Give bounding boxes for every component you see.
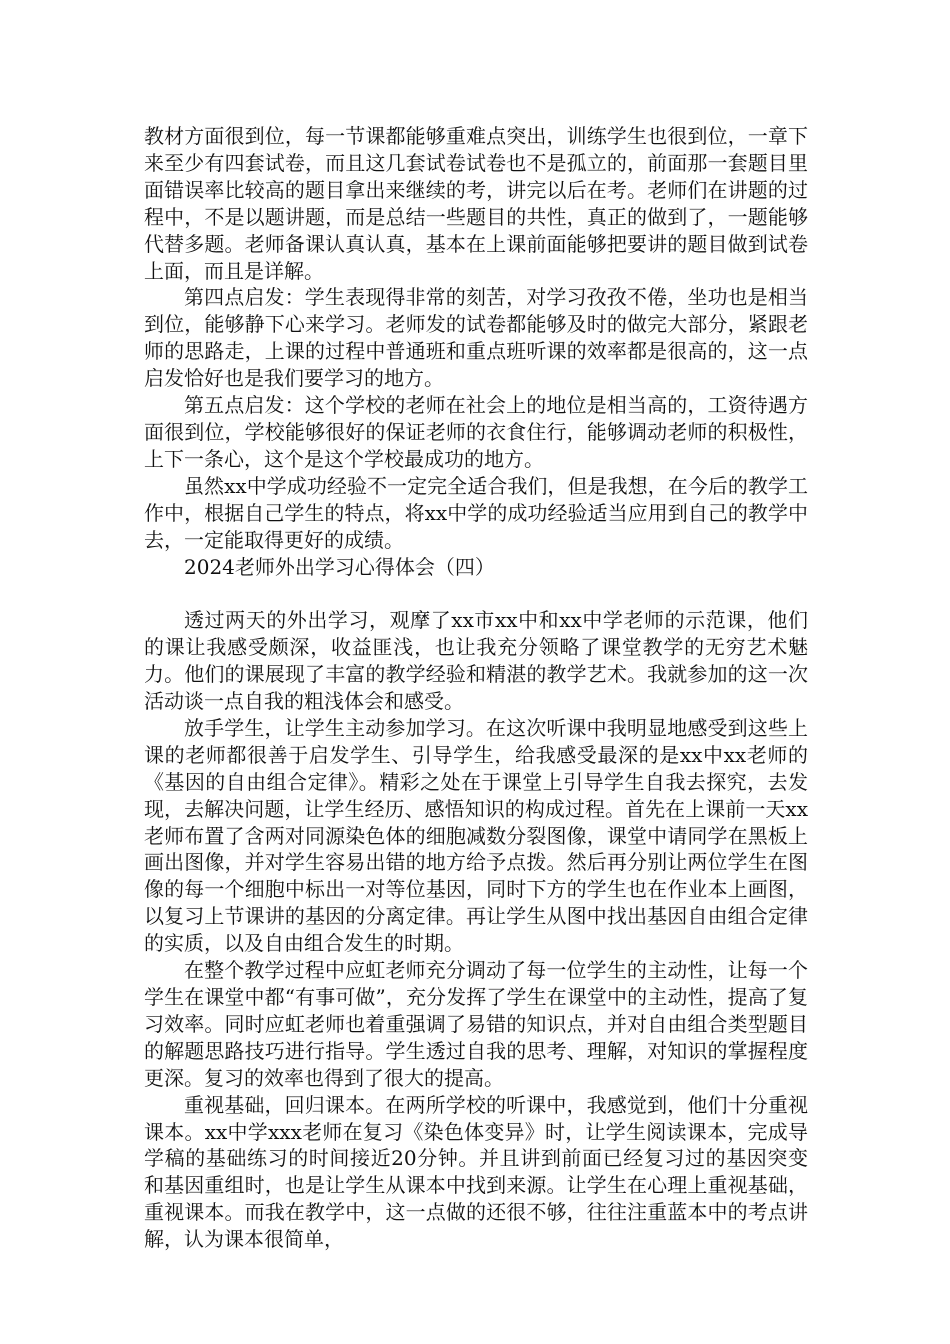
document-page xyxy=(144,123,808,1253)
paragraph-3: 第五点启发：这个学校的老师在社会上的地位是相当高的，工资待遇方面很到位，学校能够很好的保证老师的衣食住行，能够调动老师的积极性，上下一条心，这个是这个学校最成功的地方。 xyxy=(144,393,808,471)
paragraph-1: 教材方面很到位，每一节课都能够重难点突出，训练学生也很到位，一章下来至少有四套试卷，而且这几套试卷试卷也不是孤立的，前面那一套题目里面错误率比较高的题目拿出来继续的考，讲完以后在考。老师们在讲题的过程中，不是以题讲题，而是总结一些题目的共性，真正的做到了，一题能够代替多题。老师备课认真认真，基本在上课前面能够把要讲的题目做到试卷上面，而且是详解。 xyxy=(144,124,808,283)
paragraph-5: 透过两天的外出学习，观摩了xx市xx中和xx中学老师的示范课，他们的课让我感受颇深，收益匪浅，也让我充分领略了课堂教学的无穷艺术魅力。他们的课展现了丰富的教学经验和精湛的教学艺术。我就参加的这一次活动谈一点自我的粗浅体会和感受。 xyxy=(144,608,808,714)
paragraph-6: 放手学生，让学生主动参加学习。在这次听课中我明显地感受到这些上课的老师都很善于启发学生、引导学生，给我感受最深的是xx中xx老师的《基因的自由组合定律》。精彩之处在于课堂上引导学生自我去探究，去发现，去解决问题，让学生经历、感悟知识的构成过程。首先在上课前一天xx老师布置了含两对同源染色体的细胞减数分裂图像，课堂中请同学在黑板上画出图像，并对学生容易出错的地方给予点拨。然后再分别让两位学生在图像的每一个细胞中标出一对等位基因，同时下方的学生也在作业本上画图，以复习上节课讲的基因的分离定律。再让学生从图中找出基因自由组合定律的实质，以及自由组合发生的时期。 xyxy=(144,715,808,956)
paragraph-7: 在整个教学过程中应虹老师充分调动了每一位学生的主动性，让每一个学生在课堂中都“有事可做”，充分发挥了学生在课堂中的主动性，提高了复习效率。同时应虹老师也着重强调了易错的知识点，并对自由组合类型题目的解题思路技巧进行指导。学生透过自我的思考、理解，对知识的掌握程度更深。复习的效率也得到了很大的提高。 xyxy=(144,958,808,1090)
paragraph-2: 第四点启发：学生表现得非常的刻苦，对学习孜孜不倦，坐功也是相当到位，能够静下心来学习。老师发的试卷都能够及时的做完大部分，紧跟老师的思路走，上课的过程中普通班和重点班听课的效率都是很高的，这一点启发恰好也是我们要学习的地方。 xyxy=(144,285,808,391)
section-heading: 2024老师外出学习心得体会（四） xyxy=(184,554,495,579)
paragraph-8: 重视基础，回归课本。在两所学校的听课中，我感觉到，他们十分重视课本。xx中学xxx老师在复习《染色体变异》时，让学生阅读课本，完成导学稿的基础练习的时间接近20分钟。并且讲到前面已经复习过的基因突变和基因重组时，也是让学生从课本中找到来源。让学生在心理上重视基础，重视课本。而我在教学中，这一点做的还很不够，往往注重蓝本中的考点讲解，认为课本很简单， xyxy=(144,1092,808,1252)
blank-line xyxy=(144,580,808,607)
paragraph-4: 虽然xx中学成功经验不一定完全适合我们，但是我想，在今后的教学工作中，根据自己学生的特点，将xx中学的成功经验适当应用到自己的教学中去，一定能取得更好的成绩。 xyxy=(144,473,808,552)
